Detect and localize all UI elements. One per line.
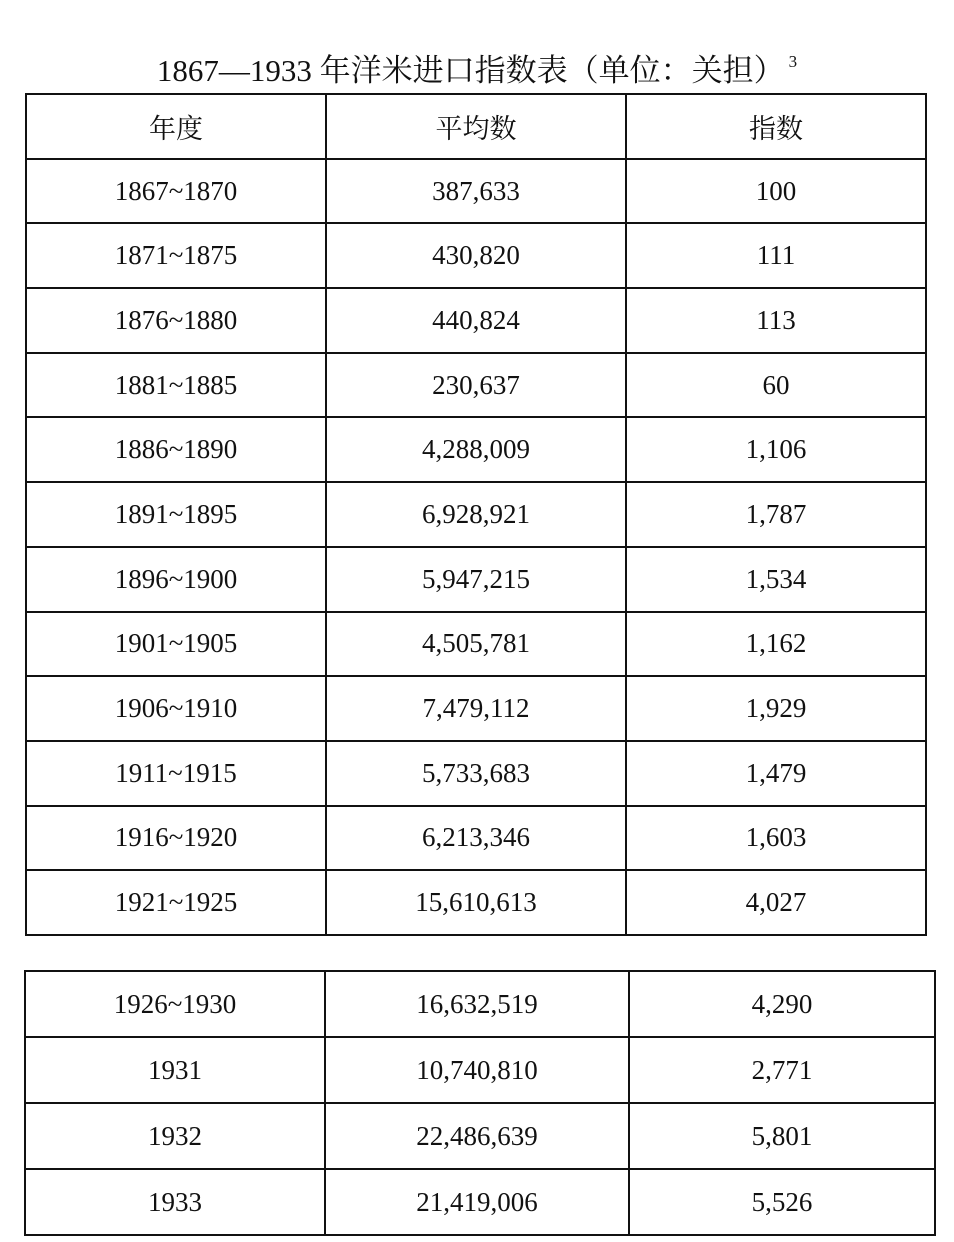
footnote-marker: 3 [788,52,798,71]
cell-average: 7,479,112 [326,676,626,741]
cell-index: 1,162 [626,612,926,677]
cell-year: 1916~1920 [26,806,326,871]
cell-index: 60 [626,353,926,418]
cell-index: 1,787 [626,482,926,547]
cell-average: 5,733,683 [326,741,626,806]
cell-year: 1926~1930 [25,971,325,1037]
table-row [25,971,935,1037]
cell-average: 440,824 [326,288,626,353]
cell-year: 1911~1915 [26,741,326,806]
cell-year: 1886~1890 [26,417,326,482]
header-index: 指数 [626,94,926,159]
cell-average: 22,486,639 [325,1103,629,1169]
cell-average: 6,928,921 [326,482,626,547]
table-row [26,353,926,418]
cell-average: 387,633 [326,159,626,224]
cell-index: 1,479 [626,741,926,806]
cell-year: 1931 [25,1037,325,1103]
table-row [26,482,926,547]
cell-average: 230,637 [326,353,626,418]
cell-index: 100 [626,159,926,224]
cell-index: 4,290 [629,971,935,1037]
cell-index: 1,106 [626,417,926,482]
cell-year: 1891~1895 [26,482,326,547]
table-row [26,676,926,741]
cell-index: 113 [626,288,926,353]
cell-index: 111 [626,223,926,288]
cell-index: 5,801 [629,1103,935,1169]
cell-average: 21,419,006 [325,1169,629,1235]
cell-average: 6,213,346 [326,806,626,871]
table-row [26,417,926,482]
table-row [26,547,926,612]
cell-average: 4,288,009 [326,417,626,482]
table-row [26,288,926,353]
cell-year: 1881~1885 [26,353,326,418]
cell-index: 1,534 [626,547,926,612]
cell-average: 430,820 [326,223,626,288]
cell-index: 2,771 [629,1037,935,1103]
cell-year: 1871~1875 [26,223,326,288]
rice-import-table-part1 [25,93,927,936]
cell-year: 1932 [25,1103,325,1169]
table-row [26,612,926,677]
table-row [26,870,926,935]
cell-index: 4,027 [626,870,926,935]
table-row [25,1169,935,1235]
cell-year: 1901~1905 [26,612,326,677]
cell-average: 16,632,519 [325,971,629,1037]
cell-year: 1896~1900 [26,547,326,612]
cell-average: 4,505,781 [326,612,626,677]
title-text: 1867—1933 年洋米进口指数表（单位：关担） [156,53,785,88]
cell-index: 1,929 [626,676,926,741]
table-row [25,1037,935,1103]
header-average: 平均数 [326,94,626,159]
cell-year: 1867~1870 [26,159,326,224]
cell-year: 1921~1925 [26,870,326,935]
table-row [26,159,926,224]
header-year: 年度 [26,94,326,159]
table-header-row [26,94,926,159]
cell-index: 1,603 [626,806,926,871]
cell-year: 1876~1880 [26,288,326,353]
cell-average: 15,610,613 [326,870,626,935]
cell-average: 10,740,810 [325,1037,629,1103]
cell-year: 1933 [25,1169,325,1235]
table-row [25,1103,935,1169]
page-title [0,40,954,93]
table-row [26,223,926,288]
cell-average: 5,947,215 [326,547,626,612]
cell-year: 1906~1910 [26,676,326,741]
cell-index: 5,526 [629,1169,935,1235]
table-row [26,741,926,806]
rice-import-table-part2 [24,970,936,1236]
table-row [26,806,926,871]
